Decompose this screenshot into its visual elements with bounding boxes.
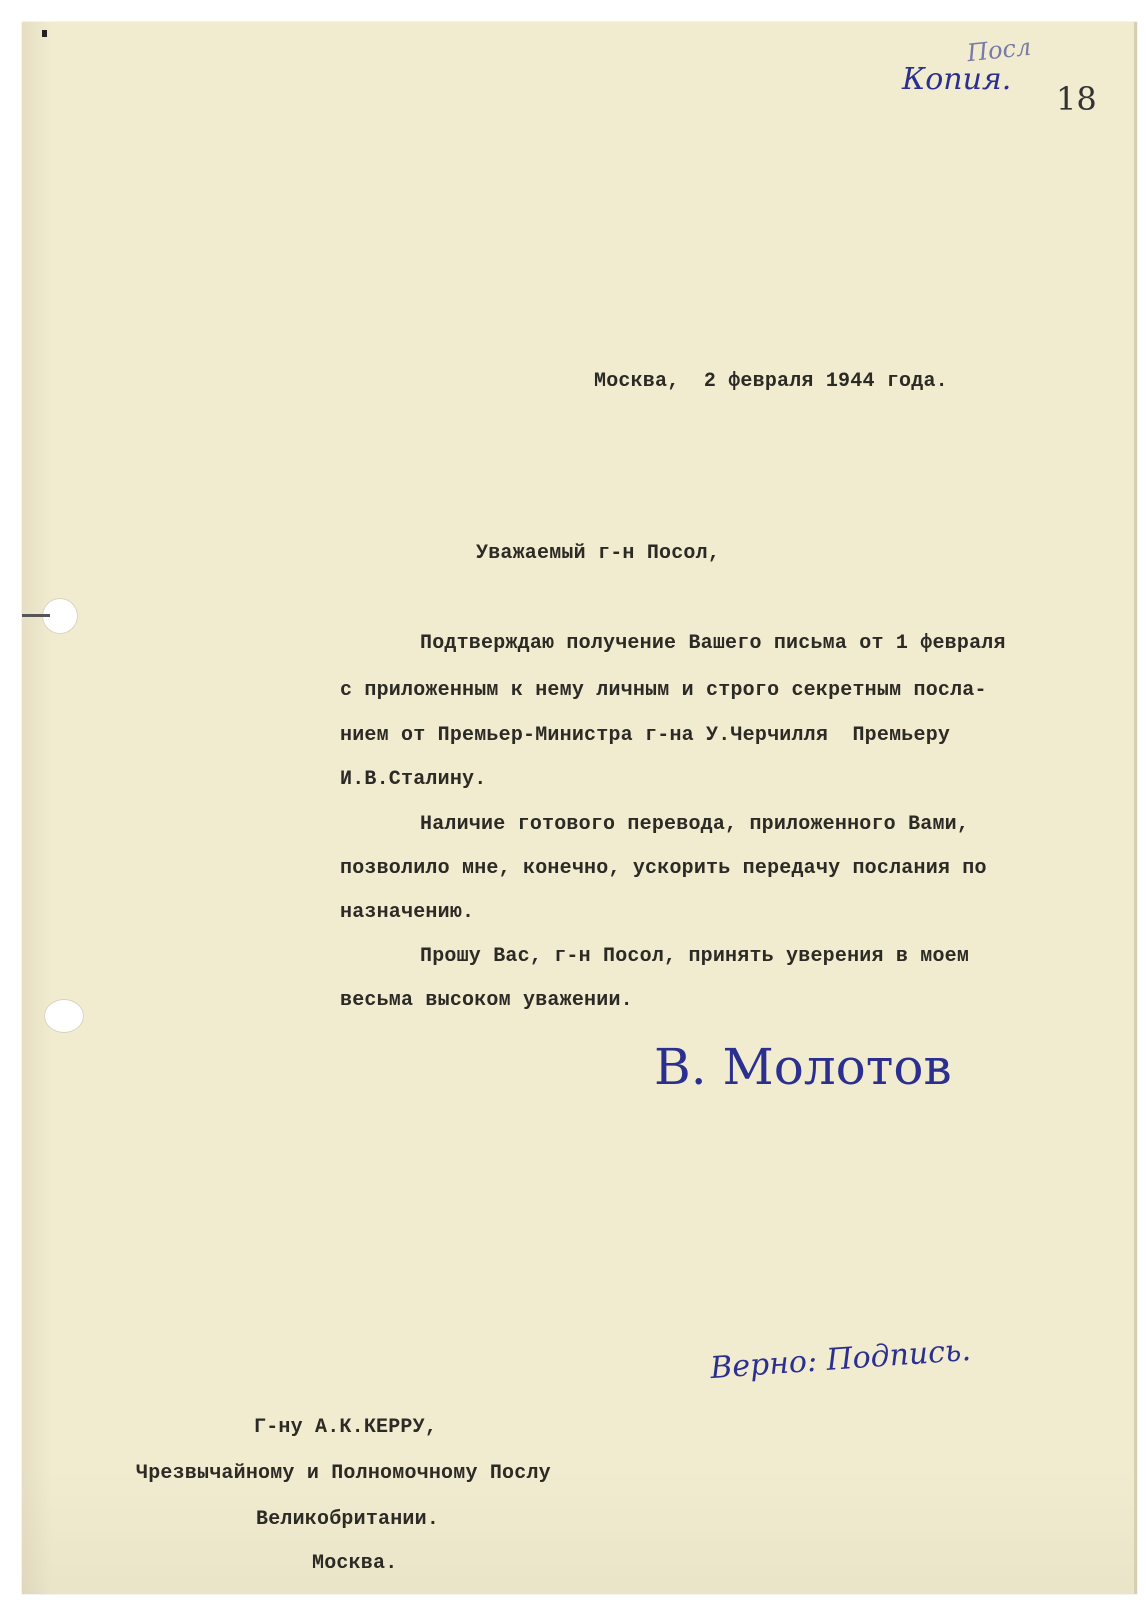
- margin-tick: [22, 614, 50, 617]
- body-line: Прошу Вас, г-н Посол, принять уверения в моем: [420, 945, 970, 968]
- body-line: весьма высоком уважении.: [340, 989, 633, 1012]
- date-line: Москва, 2 февраля 1944 года.: [594, 370, 948, 393]
- signature: В. Молотов: [654, 1038, 952, 1096]
- body-line: Подтверждаю получение Вашего письма от 1 февраля: [420, 632, 1006, 655]
- copy-mark-top: Посл: [965, 32, 1033, 68]
- margin-dot: [42, 30, 47, 37]
- document-page: [22, 22, 1137, 1594]
- body-line: нием от Премьер-Министра г-на У.Черчилля Премьеру: [340, 724, 951, 747]
- page-number: 18: [1056, 80, 1097, 118]
- body-line: позволило мне, конечно, ускорить передачу послания по: [340, 857, 987, 880]
- addressee-city: Москва.: [312, 1552, 398, 1575]
- punch-hole-bottom: [44, 999, 84, 1033]
- body-line: Наличие готового перевода, приложенного Вами,: [420, 813, 970, 836]
- addressee-title: Чрезвычайному и Полномочному Послу: [136, 1462, 551, 1485]
- addressee-country: Великобритании.: [256, 1508, 440, 1531]
- body-line: с приложенным к нему личным и строго секретным посла-: [340, 679, 987, 702]
- body-line: назначению.: [340, 901, 475, 924]
- copy-mark: Копия.: [902, 62, 1012, 97]
- addressee-name: Г-ну А.К.КЕРРУ,: [254, 1416, 438, 1439]
- verified-note: Верно: Подпись.: [709, 1332, 972, 1387]
- body-line: И.В.Сталину.: [340, 768, 487, 791]
- salutation: Уважаемый г-н Посол,: [476, 542, 721, 565]
